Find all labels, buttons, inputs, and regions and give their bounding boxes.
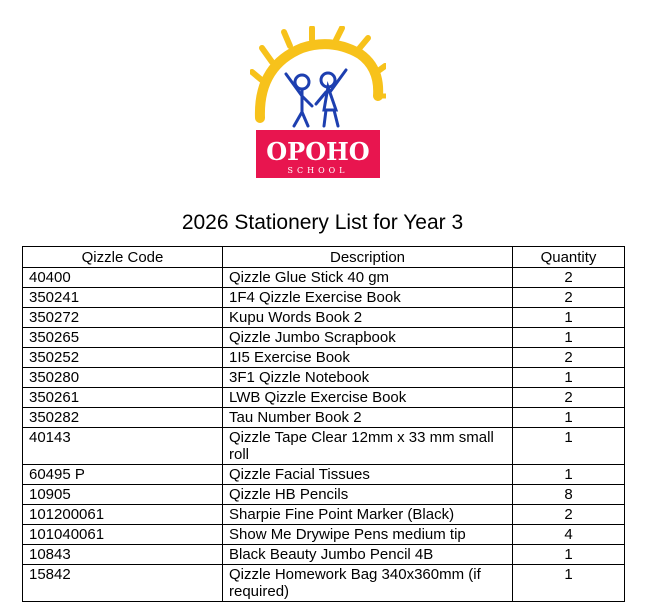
cell-description: Qizzle HB Pencils — [223, 485, 513, 505]
header-code: Qizzle Code — [23, 247, 223, 268]
cell-quantity: 2 — [513, 348, 625, 368]
cell-description: 1F4 Qizzle Exercise Book — [223, 288, 513, 308]
cell-description: Qizzle Glue Stick 40 gm — [223, 268, 513, 288]
cell-quantity: 1 — [513, 565, 625, 602]
cell-quantity: 2 — [513, 505, 625, 525]
table-row — [23, 328, 625, 348]
cell-code: 350272 — [23, 308, 223, 328]
header-description: Description — [223, 247, 513, 268]
cell-description: Sharpie Fine Point Marker (Black) — [223, 505, 513, 525]
cell-description: 1I5 Exercise Book — [223, 348, 513, 368]
cell-description: Qizzle Homework Bag 340x360mm (if required) — [223, 565, 513, 602]
table-row — [23, 408, 625, 428]
table-row — [23, 288, 625, 308]
table-row — [23, 268, 625, 288]
cell-code: 350280 — [23, 368, 223, 388]
cell-code: 60495 P — [23, 465, 223, 485]
cell-code: 101200061 — [23, 505, 223, 525]
cell-code: 10905 — [23, 485, 223, 505]
cell-code: 15842 — [23, 565, 223, 602]
school-name: OPOHO — [266, 137, 370, 166]
cell-code: 350261 — [23, 388, 223, 408]
cell-description: 3F1 Qizzle Notebook — [223, 368, 513, 388]
table-row — [23, 505, 625, 525]
cell-quantity: 2 — [513, 268, 625, 288]
table-row — [23, 308, 625, 328]
cell-quantity: 1 — [513, 308, 625, 328]
school-logo — [250, 26, 386, 182]
cell-description: Qizzle Tape Clear 12mm x 33 mm small roll — [223, 428, 513, 465]
table-row — [23, 368, 625, 388]
table-row — [23, 348, 625, 368]
cell-description: Tau Number Book 2 — [223, 408, 513, 428]
table-row — [23, 565, 625, 602]
page-title: 2026 Stationery List for Year 3 — [181, 211, 464, 234]
cell-description: Black Beauty Jumbo Pencil 4B — [223, 545, 513, 565]
cell-description: Qizzle Jumbo Scrapbook — [223, 328, 513, 348]
sun-icon — [252, 28, 386, 118]
cell-description: Qizzle Facial Tissues — [223, 465, 513, 485]
table-row — [23, 428, 625, 465]
cell-quantity: 1 — [513, 328, 625, 348]
stationery-table — [22, 246, 625, 602]
cell-code: 350252 — [23, 348, 223, 368]
cell-quantity: 1 — [513, 465, 625, 485]
table-row — [23, 465, 625, 485]
cell-code: 10843 — [23, 545, 223, 565]
cell-quantity: 1 — [513, 428, 625, 465]
cell-quantity: 1 — [513, 368, 625, 388]
cell-description: LWB Qizzle Exercise Book — [223, 388, 513, 408]
table-row — [23, 525, 625, 545]
cell-description: Show Me Drywipe Pens medium tip — [223, 525, 513, 545]
cell-quantity: 8 — [513, 485, 625, 505]
children-figures-icon — [286, 70, 346, 126]
cell-code: 40400 — [23, 268, 223, 288]
cell-quantity: 2 — [513, 288, 625, 308]
table-row — [23, 485, 625, 505]
cell-quantity: 1 — [513, 408, 625, 428]
table-row — [23, 545, 625, 565]
header-quantity: Quantity — [513, 247, 625, 268]
table-header-row — [23, 247, 625, 268]
cell-description: Kupu Words Book 2 — [223, 308, 513, 328]
cell-quantity: 1 — [513, 545, 625, 565]
cell-quantity: 4 — [513, 525, 625, 545]
cell-code: 350282 — [23, 408, 223, 428]
school-subtitle: SCHOOL — [287, 166, 349, 175]
cell-code: 350241 — [23, 288, 223, 308]
cell-code: 350265 — [23, 328, 223, 348]
table-row — [23, 388, 625, 408]
cell-code: 40143 — [23, 428, 223, 465]
cell-code: 101040061 — [23, 525, 223, 545]
cell-quantity: 2 — [513, 388, 625, 408]
